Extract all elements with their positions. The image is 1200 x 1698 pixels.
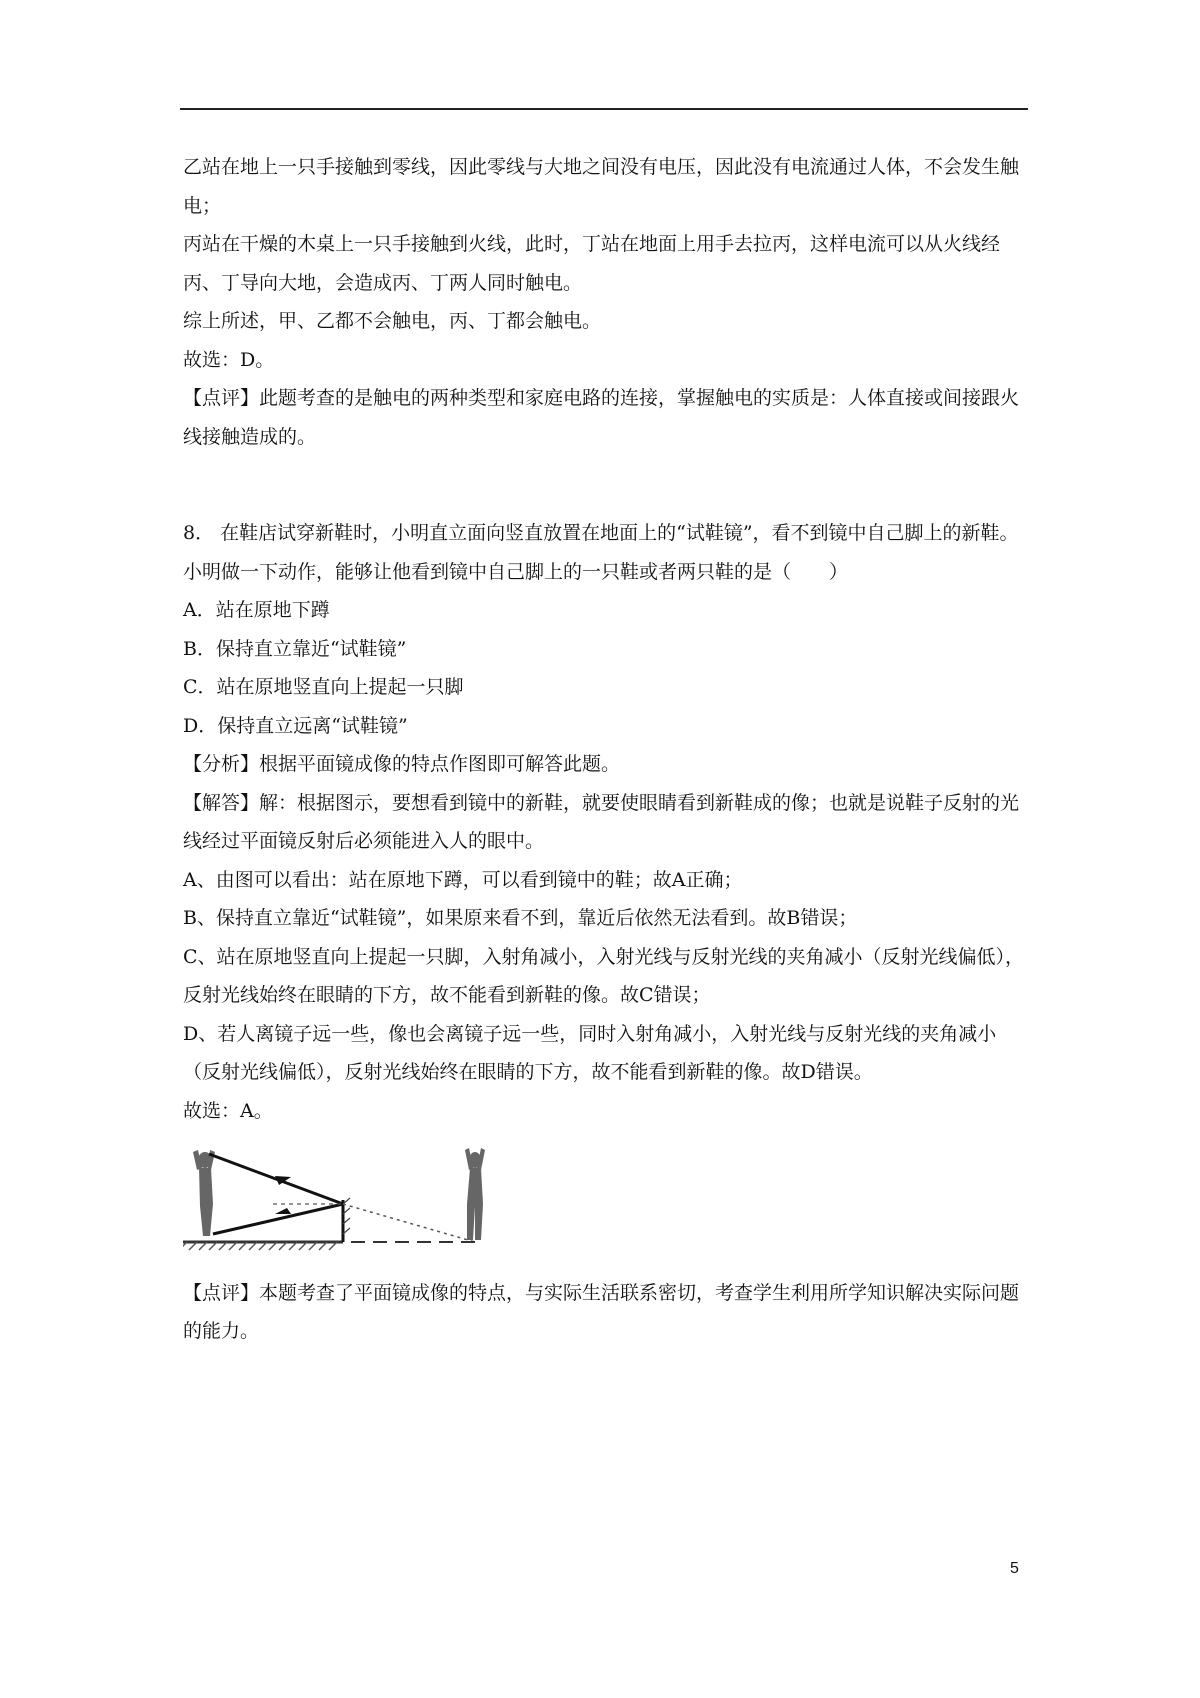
solution-b: B、保持直立靠近“试鞋镜”，如果原来看不到，靠近后依然无法看到。故B错误； (183, 907, 858, 929)
solution-d: D、若人离镜子远一些，像也会离镜子远一些，同时入射角减小，入射光线与反射光线的夹角减小（反射光线偏低），反射光线始终在眼睛的下方，故不能看到新鞋的像。故D错误。 (183, 1022, 997, 1083)
option-a: A．站在原地下蹲 (183, 599, 330, 621)
paragraph: 故选：D。 (183, 348, 275, 371)
option-b: B．保持直立靠近“试鞋镜” (183, 637, 407, 660)
solution-a: A、由图可以看出：站在原地下蹲，可以看到镜中的鞋；故A正确； (183, 868, 743, 891)
header-rule (180, 108, 1028, 110)
comment-paragraph: 【点评】本题考查了平面镜成像的特点，与实际生活联系密切，考查学生利用所学知识解决实际问题的能力。 (183, 1281, 1020, 1342)
page-content (183, 148, 1028, 1351)
paragraph: 丙站在干燥的木桌上一只手接触到火线，此时，丁站在地面上用手去拉丙，这样电流可以从火线经丙、丁导向大地，会造成丙、丁两人同时触电。 (183, 233, 1001, 294)
answer-line: 故选：A。 (183, 1099, 273, 1122)
option-c: C．站在原地竖直向上提起一只脚 (183, 676, 464, 698)
solution-c: C、站在原地竖直向上提起一只脚，入射角减小，入射光线与反射光线的夹角减小（反射光线偏低），反射光线始终在眼睛的下方，故不能看到新鞋的像。故C错误； (183, 945, 1025, 1006)
analysis: 【分析】根据平面镜成像的特点作图即可解答此题。 (183, 753, 621, 775)
mirror-diagram (183, 1144, 531, 1260)
standing-person-icon (465, 1148, 485, 1240)
page-number: 5 (1010, 1560, 1019, 1577)
comment-paragraph: 【点评】此题考查的是触电的两种类型和家庭电路的连接，掌握触电的实质是：人体直接或间接跟火线接触造成的。 (183, 387, 1020, 448)
option-d: D．保持直立远离“试鞋镜” (183, 714, 408, 737)
solution-intro: 【解答】解：根据图示，要想看到镜中的新鞋，就要使眼睛看到新鞋成的像；也就是说鞋子反射的光线经过平面镜反射后必须能进入人的眼中。 (183, 791, 1020, 852)
paragraph: 综上所述，甲、乙都不会触电，丙、丁都会触电。 (183, 310, 602, 332)
spacer (183, 456, 1028, 514)
crouching-person-icon (193, 1150, 215, 1236)
paragraph: 乙站在地上一只手接触到零线，因此零线与大地之间没有电压，因此没有电流通过人体，不会发生触电； (183, 156, 1020, 217)
question-8: 8． 在鞋店试穿新鞋时，小明直立面向竖直放置在地面上的“试鞋镜”，看不到镜中自己脚上的新鞋。小明做一下动作，能够让他看到镜中自己脚上的一只鞋或者两只鞋的是（ ） (183, 522, 1019, 583)
